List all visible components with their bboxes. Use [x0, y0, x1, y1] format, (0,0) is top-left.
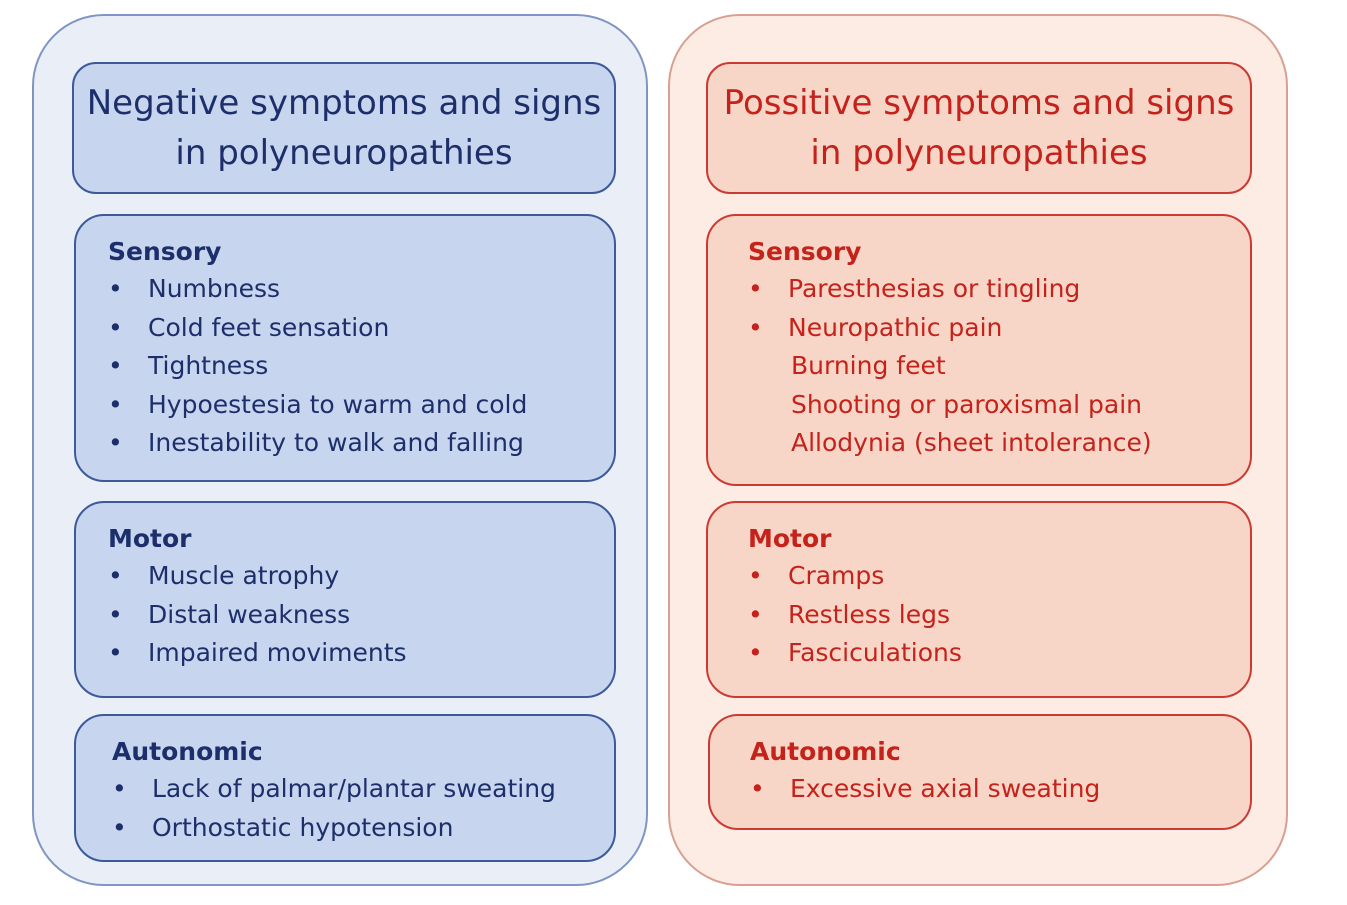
positive-panel: [668, 14, 1288, 886]
positive-autonomic-title: Autonomic: [750, 737, 901, 766]
negative-title-box: [72, 62, 616, 194]
list-subitem: Burning feet: [791, 351, 946, 380]
negative-title-line2: in polyneuropathies: [175, 133, 513, 173]
positive-sensory-list: [748, 270, 1250, 463]
negative-motor-list: [108, 557, 614, 673]
negative-title: [87, 78, 601, 178]
list-item: • Orthostatic hypotension: [112, 809, 614, 848]
list-item: • Numbness: [108, 270, 614, 309]
negative-sensory-list: [108, 270, 614, 463]
negative-sensory-title: Sensory: [108, 237, 222, 266]
negative-motor-box: [74, 501, 616, 698]
list-item: • Lack of palmar/plantar sweating: [112, 770, 614, 809]
negative-title-line1: Negative symptoms and signs: [86, 83, 602, 123]
positive-motor-title: Motor: [748, 524, 832, 553]
list-item: • Tightness: [108, 347, 614, 386]
positive-title-line1: Possitive symptoms and signs: [723, 83, 1235, 123]
positive-title-line2: in polyneuropathies: [810, 133, 1148, 173]
list-item: • Muscle atrophy: [108, 557, 614, 596]
list-item: • Excessive axial sweating: [750, 770, 1250, 809]
negative-autonomic-title: Autonomic: [112, 737, 263, 766]
positive-autonomic-box: [708, 714, 1252, 830]
positive-autonomic-list: [750, 770, 1250, 809]
list-item: • Cramps: [748, 557, 1250, 596]
negative-sensory-box: [74, 214, 616, 482]
list-item: • Inestability to walk and falling: [108, 424, 614, 463]
positive-sensory-box: [706, 214, 1252, 486]
positive-motor-box: [706, 501, 1252, 698]
negative-motor-title: Motor: [108, 524, 192, 553]
list-subitem: Shooting or paroxismal pain: [791, 389, 1142, 419]
negative-panel: [32, 14, 648, 886]
positive-title-box: [706, 62, 1252, 194]
list-item: • Impaired moviments: [108, 634, 614, 673]
list-item: • Fasciculations: [748, 634, 1250, 673]
list-item: • Hypoestesia to warm and cold: [108, 386, 614, 425]
list-item: • Restless legs: [748, 596, 1250, 635]
positive-motor-list: [748, 557, 1250, 673]
list-subitem: Allodynia (sheet intolerance): [791, 428, 1152, 457]
list-item: • Cold feet sensation: [108, 309, 614, 348]
negative-autonomic-list: [112, 770, 614, 847]
list-item: • Distal weakness: [108, 596, 614, 635]
positive-sensory-title: Sensory: [748, 237, 862, 266]
negative-autonomic-box: [74, 714, 616, 862]
positive-title: [724, 78, 1235, 178]
list-item: • Paresthesias or tingling: [748, 270, 1250, 309]
list-item: • Neuropathic pain: [748, 309, 1250, 348]
